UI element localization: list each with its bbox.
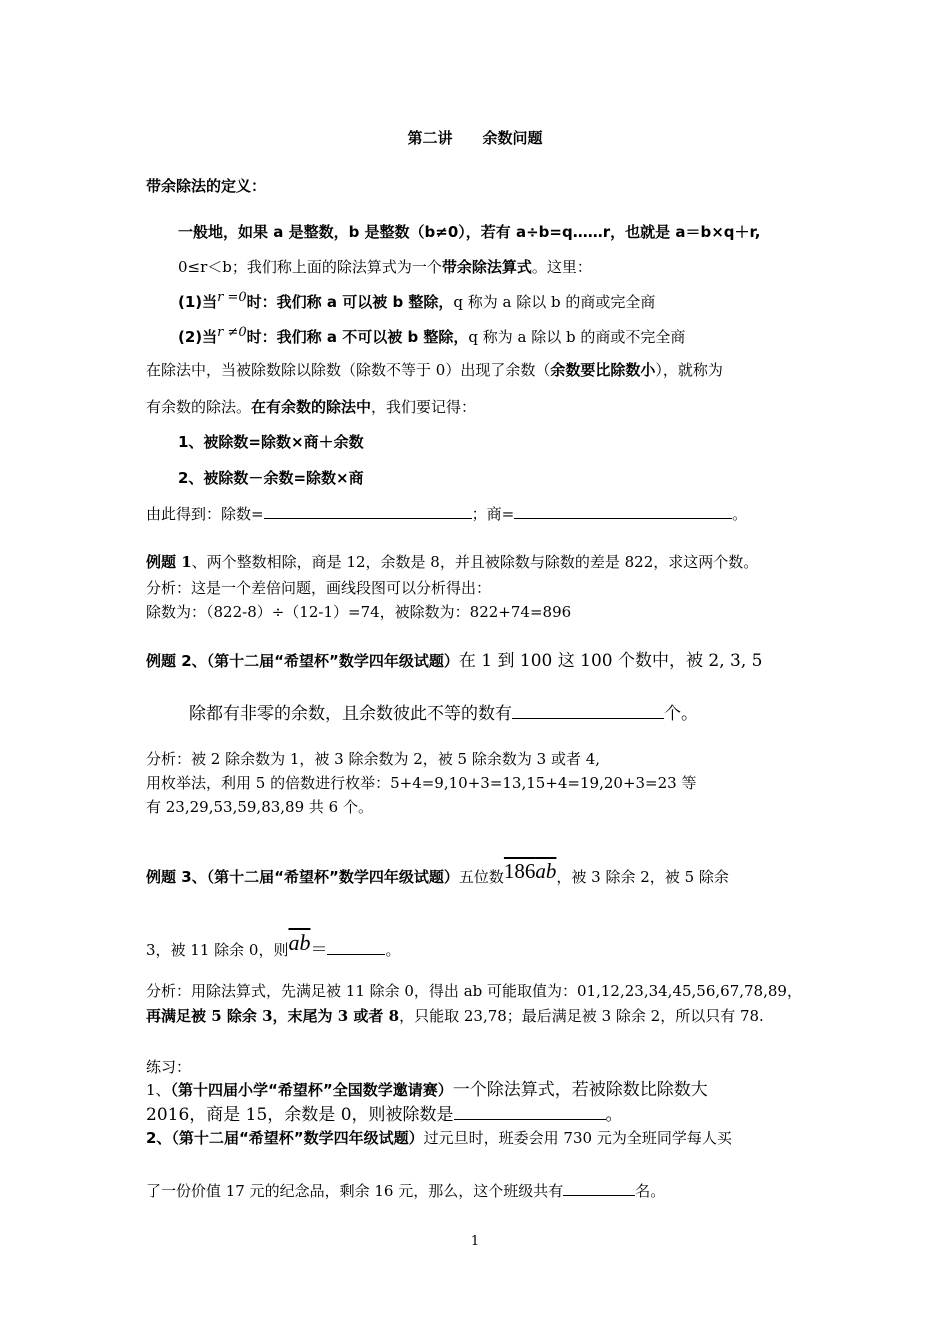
example-3-line-2: [146, 930, 401, 960]
case-1-formula: r =0: [217, 290, 247, 305]
practice-2-line-2-end: 名。: [635, 1182, 666, 1200]
paragraph-2-end: ，我们要记得：: [371, 398, 477, 416]
example-2-blank[interactable]: [512, 703, 664, 719]
derivation-end: 。: [732, 505, 748, 523]
derivation-quotient-label: ；商=: [471, 505, 515, 523]
example-3-label: 例题 3、（第十二届“希望杯”数学四年级试题）: [146, 868, 459, 886]
case-2-label: (2)当: [178, 328, 218, 346]
ab-overline: $\overline{ab}$: [288, 930, 311, 955]
practice-1-line-2-end: 。: [605, 1105, 623, 1125]
practice-2-line-2: [146, 1180, 665, 1201]
example-3-analysis-emphasis: 再满足被 5 除余 3，末尾为 3 或者 8: [146, 1007, 400, 1025]
derivation-line: [146, 503, 747, 524]
example-2-line-2-text: 除都有非零的余数，且余数彼此不等的数有: [189, 704, 512, 724]
definition-line-1: 一般地，如果 a 是整数，b 是整数（b≠0），若有 a÷b=q……r，也就是 a＝b×q＋r,: [178, 223, 761, 241]
practice-1-blank[interactable]: [454, 1104, 606, 1120]
practice-heading: 练习：: [146, 1058, 192, 1076]
practice-1-text: 一个除法算式，若被除数比除数大: [452, 1080, 708, 1100]
definition-text: 0≤r＜b；我们称上面的除法算式为一个: [178, 258, 442, 276]
paragraph-2-text: 有余数的除法。: [146, 398, 252, 416]
example-2-text: 在 1 到 100 这 100 个数中，被 2, 3, 5: [458, 651, 763, 671]
paragraph-1-text: 在除法中，当被除数除以除数（除数不等于 0）出现了余数（: [146, 361, 551, 379]
paragraph-1: [146, 360, 723, 380]
example-3-text: 五位数: [458, 868, 504, 886]
example-3-text-end: ，被 3 除余 2，被 5 除余: [556, 868, 729, 886]
example-2-analysis-3: 有 23,29,53,59,83,89 共 6 个。: [146, 798, 373, 816]
page-title: 第二讲 余数问题: [407, 129, 543, 147]
practice-2-label: 2、（第十二届“希望杯”数学四年级试题）: [146, 1129, 424, 1147]
example-2-label: 例题 2、（第十二届“希望杯”数学四年级试题）: [146, 652, 459, 670]
definition-line-2: [178, 257, 592, 277]
example-1-analysis: 分析：这是一个差倍问题，画线段图可以分析得出：: [146, 579, 492, 597]
example-3-analysis-2: [146, 1006, 764, 1026]
practice-1-line-2-text: 2016，商是 15，余数是 0，则被除数是: [146, 1105, 454, 1125]
practice-1: [146, 1080, 708, 1100]
paragraph-1-end: ），就称为: [655, 361, 723, 379]
rule-1: 1、被除数=除数×商＋余数: [178, 433, 364, 451]
derivation-divisor-label: 由此得到：除数=: [146, 505, 264, 523]
paragraph-2: [146, 397, 476, 417]
example-2-analysis-1: 分析：被 2 除余数为 1，被 3 除余数为 2，被 5 除余数为 3 或者 4,: [146, 750, 601, 768]
example-1: [146, 552, 758, 572]
quotient-blank[interactable]: [514, 503, 732, 519]
practice-1-number: 1、: [146, 1081, 171, 1099]
example-3-line-2-text: 3，被 11 除余 0，则: [146, 941, 289, 959]
divisor-blank[interactable]: [264, 503, 472, 519]
example-3-analysis-1: 分析：用除法算式，先满足被 11 除余 0，得出 ab 可能取值为：01,12,23,34,45,56,67,78,89，: [146, 982, 802, 1000]
example-2-line-2-end: 个。: [664, 704, 698, 724]
practice-2-text: 过元旦时，班委会用 730 元为全班同学每人买: [423, 1129, 732, 1147]
case-2-formula: r ≠0: [217, 325, 247, 340]
practice-1-line-2: [146, 1104, 623, 1125]
practice-2: [146, 1128, 732, 1148]
case-2-description: q 称为 a 除以 b 的商或不完全商: [468, 328, 686, 346]
example-1-label: 例题 1: [146, 553, 192, 571]
paragraph-1-emphasis: 余数要比除数小: [550, 361, 656, 379]
page-number: 1: [470, 1234, 480, 1249]
case-1-condition: 时：我们称 a 可以被 b 整除，: [246, 293, 454, 311]
example-2-line-2: [189, 703, 698, 724]
case-2: [178, 327, 685, 349]
rule-2: 2、被除数－余数=除数×商: [178, 469, 364, 487]
example-3: [146, 859, 729, 887]
case-2-condition: 时：我们称 a 不可以被 b 整除，: [246, 328, 469, 346]
practice-2-blank[interactable]: [563, 1180, 635, 1196]
example-3-blank[interactable]: [327, 939, 385, 955]
definition-text-end: 。这里：: [531, 258, 592, 276]
case-1: [178, 292, 655, 314]
example-2-analysis-2: 用枚举法，利用 5 的倍数进行枚举：5+4=9,10+3=13,15+4=19,20+3=23 等: [146, 774, 697, 792]
definition-term: 带余除法算式: [441, 258, 532, 276]
number-letters: ab: [535, 859, 557, 883]
definition-heading: 带余除法的定义：: [146, 177, 267, 195]
number-digits: 186: [503, 859, 536, 883]
paragraph-2-emphasis: 在有余数的除法中: [251, 398, 372, 416]
example-3-analysis-text: ，只能取 23,78；最后满足被 3 除余 2，所以只有 78.: [399, 1007, 764, 1025]
practice-2-line-2-text: 了一份价值 17 元的纪念品，剩余 16 元，那么，这个班级共有: [146, 1182, 564, 1200]
practice-1-source: （第十四届小学“希望杯”全国数学邀请赛）: [170, 1081, 453, 1099]
case-1-description: q 称为 a 除以 b 的商或完全商: [453, 293, 656, 311]
example-1-answer: 除数为：（822-8）÷（12-1）=74，被除数为：822+74=896: [146, 603, 572, 621]
example-2: [146, 651, 763, 671]
five-digit-number: [504, 859, 557, 883]
equals-sign: ＝: [310, 940, 328, 960]
case-1-label: (1)当: [178, 293, 218, 311]
example-1-text: 、两个整数相除，商是 12，余数是 8，并且被除数与除数的差是 822，求这两个数。: [191, 553, 759, 571]
example-3-line-2-end: 。: [385, 941, 401, 959]
